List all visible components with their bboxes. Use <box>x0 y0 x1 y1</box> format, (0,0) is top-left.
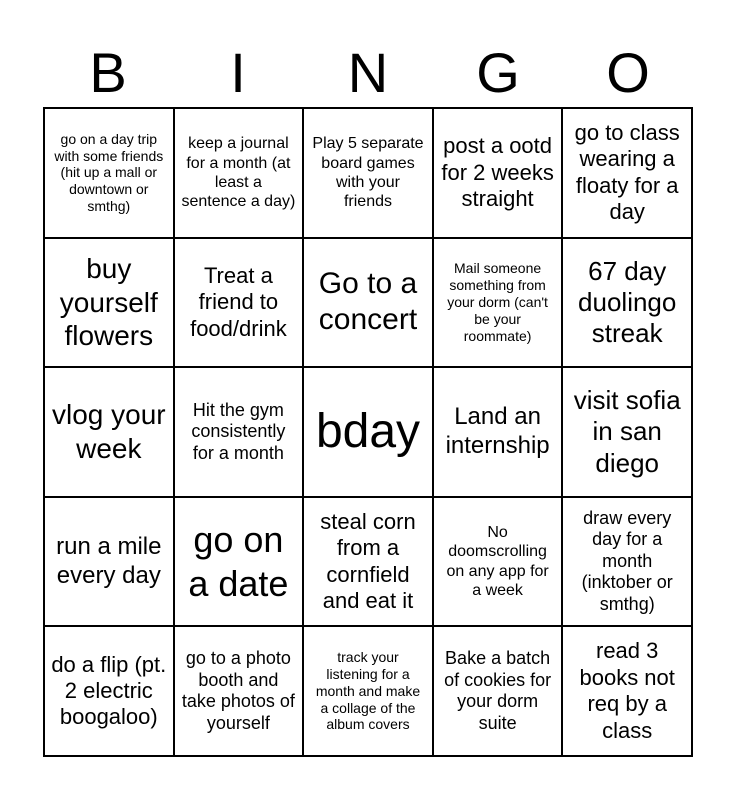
cell-text: Land an internship <box>445 403 550 459</box>
cell-text: Hit the gym consistently for a month <box>191 399 286 463</box>
bingo-cell[interactable] <box>304 498 434 628</box>
bingo-cell[interactable] <box>434 239 564 369</box>
bingo-cell[interactable] <box>434 368 564 498</box>
bingo-cell[interactable] <box>563 627 693 757</box>
header-letter-i: I <box>230 41 246 104</box>
bingo-cell[interactable] <box>304 109 434 239</box>
cell-text: run a mile every day <box>56 532 162 589</box>
cell-text: Mail someone something from your dorm (can't be your roommate) <box>447 260 548 344</box>
cell-text: keep a journal for a month (at least a sentence a day) <box>181 135 296 210</box>
header-letter-o: O <box>606 41 650 104</box>
bingo-cell[interactable] <box>175 368 305 498</box>
cell-text: Bake a batch of cookies for your dorm suite <box>444 648 552 733</box>
cell-text: visit sofia in san diego <box>573 385 681 478</box>
cell-text: read 3 books not req by a class <box>579 638 675 743</box>
bingo-cell[interactable] <box>563 109 693 239</box>
cell-text: go on a day trip with some friends (hit up a mall or downtown or smthg) <box>54 130 164 214</box>
bingo-cell[interactable] <box>45 368 175 498</box>
bingo-cell[interactable] <box>304 239 434 369</box>
cell-text: do a flip (pt. 2 electric boogaloo) <box>51 651 167 730</box>
bingo-cell[interactable] <box>563 368 693 498</box>
header-letter-b: B <box>89 41 127 104</box>
cell-text: Go to a concert <box>318 267 418 337</box>
bingo-cell[interactable] <box>563 239 693 369</box>
cell-text: go to class wearing a floaty for a day <box>574 120 680 225</box>
cell-text: vlog your week <box>51 399 166 464</box>
bingo-board <box>43 107 693 757</box>
cell-text: post a ootd for 2 weeks straight <box>441 133 554 211</box>
bingo-cell[interactable] <box>175 239 305 369</box>
bingo-cell[interactable] <box>434 627 564 757</box>
header-letter-n: N <box>347 41 389 104</box>
bingo-cell[interactable] <box>434 109 564 239</box>
bingo-cell[interactable] <box>45 109 175 239</box>
header-letter-g: G <box>476 41 520 104</box>
cell-text: Treat a friend to food/drink <box>190 262 287 341</box>
bingo-cell[interactable] <box>175 109 305 239</box>
bingo-cell[interactable] <box>434 498 564 628</box>
bingo-cell[interactable] <box>175 498 305 628</box>
cell-text: bday <box>315 405 421 459</box>
cell-text: go to a photo booth and take photos of yourself <box>181 648 295 733</box>
cell-text: No doomscrolling on any app for a week <box>446 524 549 599</box>
bingo-cell[interactable] <box>45 239 175 369</box>
bingo-cell[interactable] <box>563 498 693 628</box>
free-space-cell[interactable] <box>304 368 434 498</box>
cell-text: track your listening for a month and make a collage of the album covers <box>315 649 421 733</box>
cell-text: steal corn from a cornfield and eat it <box>320 508 416 613</box>
bingo-cell[interactable] <box>175 627 305 757</box>
bingo-header <box>43 40 693 106</box>
cell-text: buy yourself flowers <box>59 253 158 352</box>
cell-text: draw every day for a month (inktober or smthg) <box>581 507 673 614</box>
cell-text: Play 5 separate board games with your friends <box>312 135 424 210</box>
bingo-cell[interactable] <box>45 627 175 757</box>
cell-text: go on a date <box>188 519 289 604</box>
bingo-cell[interactable] <box>45 498 175 628</box>
bingo-cell[interactable] <box>304 627 434 757</box>
cell-text: 67 day duolingo streak <box>578 255 677 348</box>
